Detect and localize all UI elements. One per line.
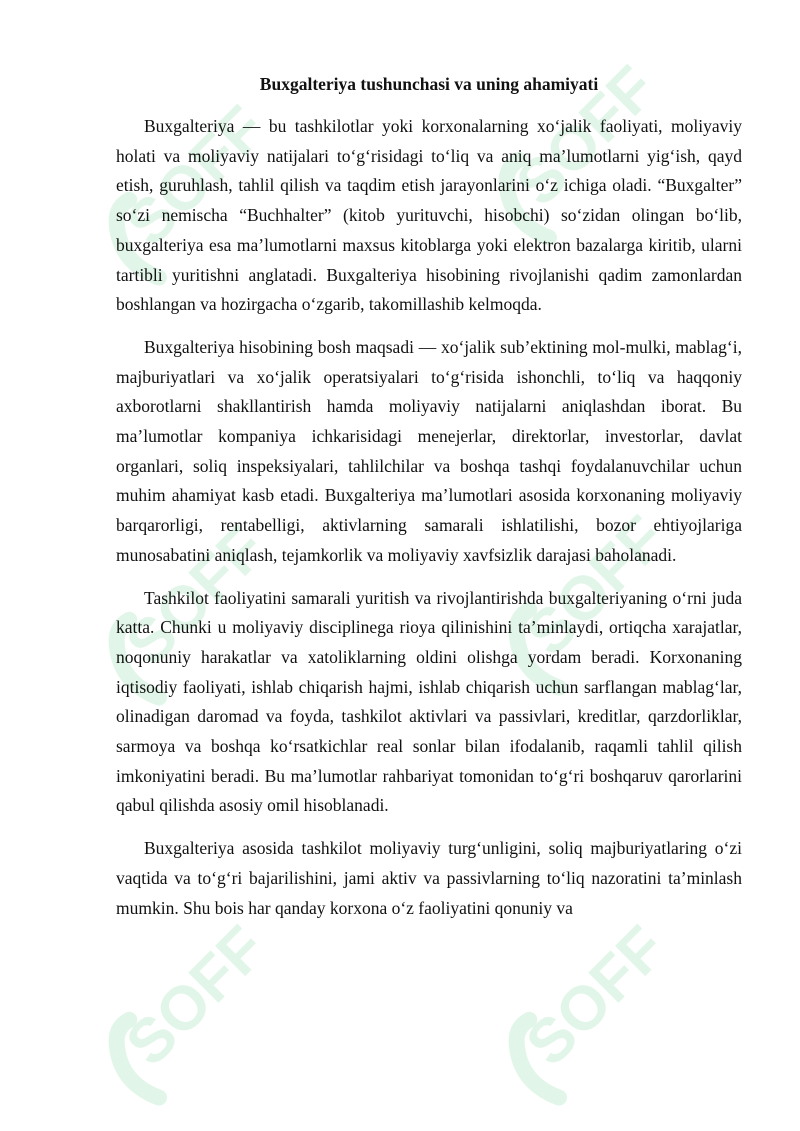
svg-text:SOFF: SOFF <box>513 913 679 1079</box>
svg-text:SOFF: SOFF <box>513 503 679 669</box>
paragraph-3: Tashkilot faoliyatini samarali yuritish va rivojlantirishda buxgalteriyaning o‘rni juda katta. Chunki u moliyaviy disciplinega rioya qilinishini ta’minlaydi, ortiqcha xarajatlar, noqonuniy harakatlar va xatoliklarning oldini olishga yordam beradi. Korxonaning iqtisodiy faoliyati, ishlab chiqarish hajmi, ishlab chiqarish uchun sarflangan mablag‘lar, olinadigan daromad va foyda, tashkilot aktivlari va passivlari, kreditlar, qarzdorliklar, sarmoya va boshqa ko‘rsatkichlar real sonlar bilan ifodalanib, raqamli tahlil qilish imkoniyatini beradi. Bu ma’lumotlar rahbariyat tomonidan to‘g‘ri boshqaruv qarorlarini qabul qilishda asosiy omil hisoblanadi. <box>116 587 742 816</box>
svg-text:SOFF: SOFF <box>503 53 669 219</box>
paragraph-1: Buxgalteriya — bu tashkilotlar yoki korxonalarning xo‘jalik faoliyati, moliyaviy holati va moliyaviy natijalari to‘g‘risidagi to‘liq va aniq ma’lumotlarni yig‘ish, qayd etish, guruhlash, tahlil qilish va taqdim etish jarayonlarini o‘z ichiga oladi. “Buxgalter” so‘zi nemischa “Buchhalter” (kitob yurituvchi, hisobchi) so‘zidan olingan bo‘lib, buxgalteriya esa ma’lumotlarni maxsus kitoblarga yoki elektron bazalarga kiritib, ularni tartibli yuritishni anglatadi. Buxgalteriya hisobining rivojlanishi qadim zamonlardan boshlangan va hozirgacha o‘zgarib, takomillashib kelmoqda. <box>116 116 742 315</box>
paragraph-2: Buxgalteriya hisobining bosh maqsadi — xo‘jalik sub’ektining mol-mulki, mablag‘i, majburiyatlari va xo‘jalik operatsiyalari to‘g‘risida ishonchli, to‘liq va haqqoniy axborotlarni shakllantirish hamda moliyaviy natijalarni aniqlashdan iborat. Bu ma’lumotlar kompaniya ichkarisidagi menejerlar, direktorlar, investorlar, davlat organlari, soliq inspeksiyalari, tahlilchilar va boshqa tashqi foydalanuvchilar uchun muhim ahamiyat kasb etadi. Buxgalteriya ma’lumotlari asosida korxonaning moliyaviy barqarorligi, rentabelligi, aktivlarning samarali ishlatilishi, bozor ehtiyojlariga munosabatini aniqlash, tejamkorlik va moliyaviy xavfsizlik darajasi baholanadi. <box>116 336 742 565</box>
svg-text:SOFF: SOFF <box>113 93 279 259</box>
svg-text:SOFF: SOFF <box>113 913 279 1079</box>
document-body <box>116 72 742 936</box>
svg-text:SOFF: SOFF <box>113 513 279 679</box>
paragraph-4: Buxgalteriya asosida tashkilot moliyaviy turg‘unligini, soliq majburiyatlaring o‘zi vaqtida va to‘g‘ri bajarilishini, jami aktiv va passivlarning to‘liq nazoratini ta’minlash mumkin. Shu bois har qanday korxona o‘z faoliyatini qonuniy va <box>116 838 742 918</box>
document-title: Buxgalteriya tushunchasi va uning ahamiyati <box>259 74 599 94</box>
